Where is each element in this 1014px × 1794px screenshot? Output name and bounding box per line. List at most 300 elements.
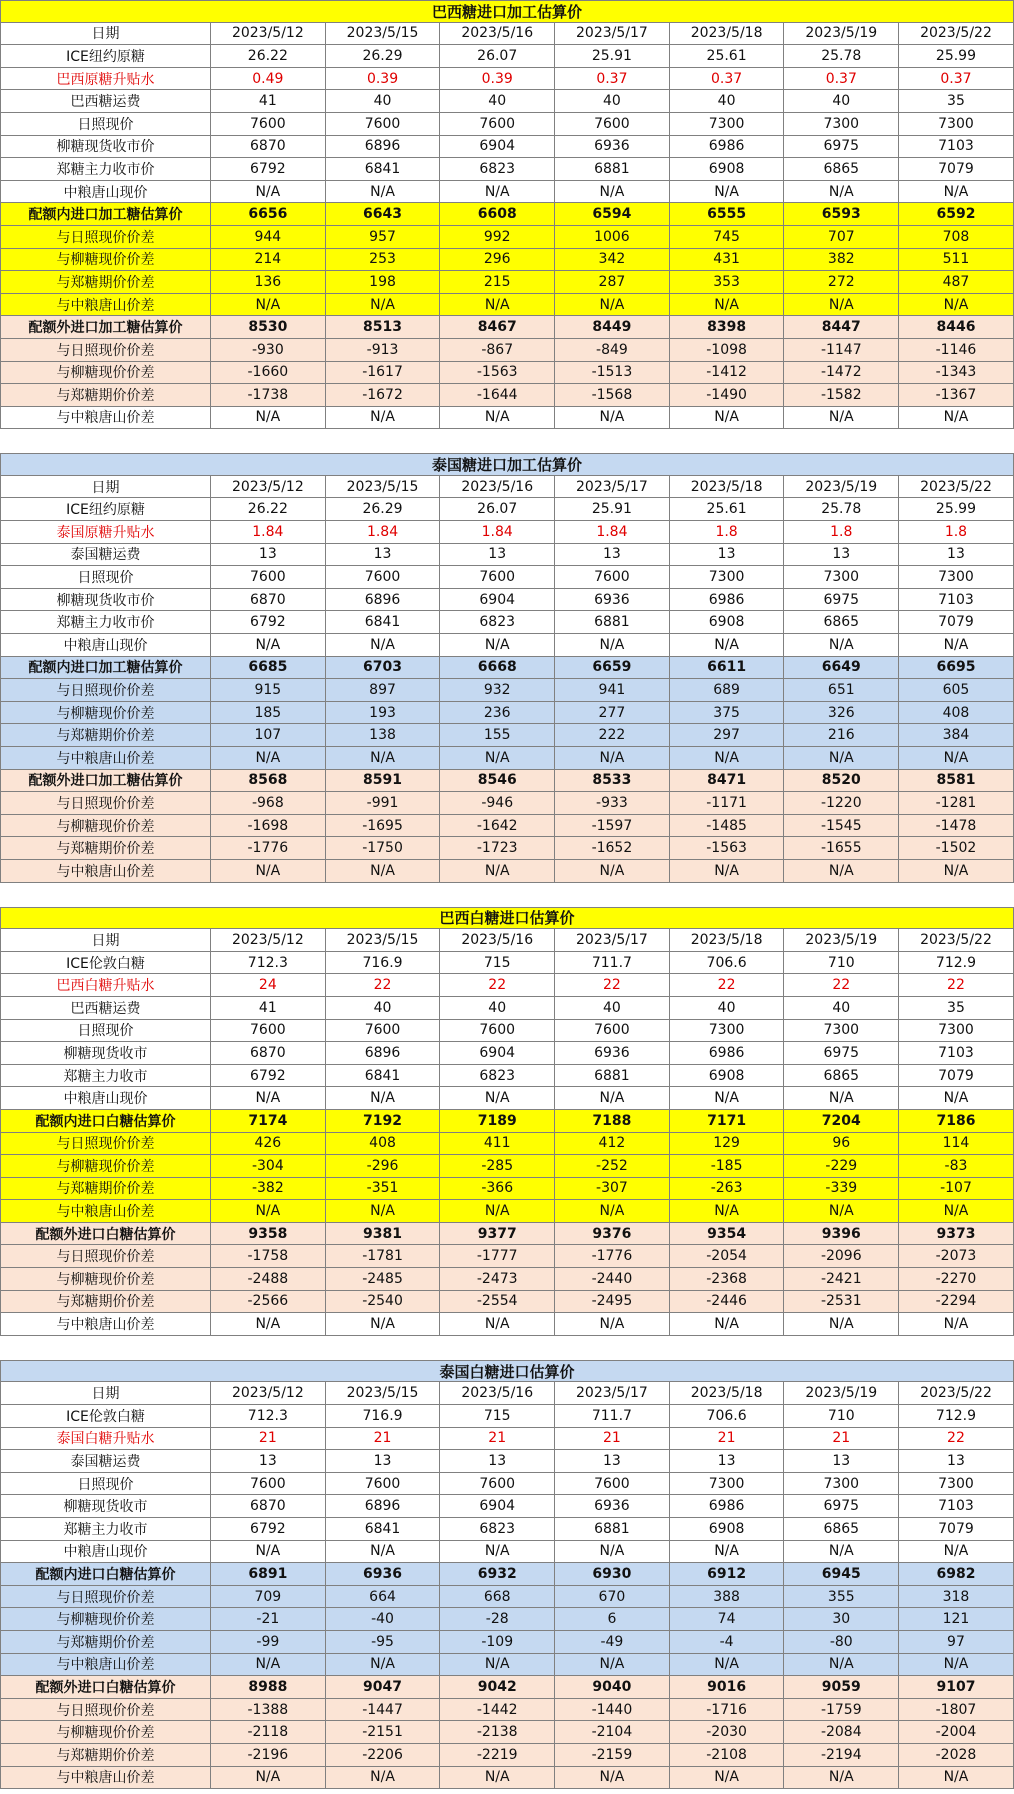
value-cell[interactable]: 7300: [784, 113, 899, 135]
value-cell[interactable]: -1485: [670, 815, 785, 837]
row-label-cell[interactable]: 与郑糖期价价差: [0, 837, 211, 859]
date-header-cell[interactable]: 2023/5/18: [670, 1382, 785, 1404]
value-cell[interactable]: 6611: [670, 657, 785, 679]
value-cell[interactable]: -107: [899, 1178, 1014, 1200]
value-cell[interactable]: 915: [211, 679, 326, 701]
value-cell[interactable]: -2540: [326, 1291, 441, 1313]
value-cell[interactable]: 40: [670, 90, 785, 112]
value-cell[interactable]: -339: [784, 1178, 899, 1200]
value-cell[interactable]: -2104: [555, 1721, 670, 1743]
value-cell[interactable]: 6792: [211, 158, 326, 180]
value-cell[interactable]: 487: [899, 271, 1014, 293]
date-header-cell[interactable]: 2023/5/16: [440, 476, 555, 498]
value-cell[interactable]: -1490: [670, 384, 785, 406]
row-label-cell[interactable]: 与郑糖期价价差: [0, 1744, 211, 1766]
value-cell[interactable]: -99: [211, 1631, 326, 1653]
value-cell[interactable]: 408: [326, 1133, 441, 1155]
value-cell[interactable]: N/A: [440, 634, 555, 656]
value-cell[interactable]: N/A: [326, 1200, 441, 1222]
value-cell[interactable]: 7600: [326, 113, 441, 135]
value-cell[interactable]: N/A: [211, 1087, 326, 1109]
value-cell[interactable]: -1698: [211, 815, 326, 837]
value-cell[interactable]: 7300: [670, 1473, 785, 1495]
value-cell[interactable]: N/A: [670, 1767, 785, 1789]
row-label-cell[interactable]: 郑糖主力收市价: [0, 611, 211, 633]
value-cell[interactable]: N/A: [899, 860, 1014, 882]
value-cell[interactable]: 605: [899, 679, 1014, 701]
date-header-cell[interactable]: 2023/5/22: [899, 476, 1014, 498]
value-cell[interactable]: 6792: [211, 1518, 326, 1540]
value-cell[interactable]: N/A: [555, 747, 670, 769]
row-label-cell[interactable]: 巴西原糖升贴水: [0, 68, 211, 90]
row-label-cell[interactable]: 配额外进口白糖估算价: [0, 1223, 211, 1245]
value-cell[interactable]: 716.9: [326, 1405, 441, 1427]
value-cell[interactable]: 710: [784, 1405, 899, 1427]
value-cell[interactable]: N/A: [670, 1313, 785, 1335]
value-cell[interactable]: -1644: [440, 384, 555, 406]
date-header-cell[interactable]: 2023/5/12: [211, 23, 326, 45]
row-label-cell[interactable]: 柳糖现货收市价: [0, 136, 211, 158]
value-cell[interactable]: 7600: [440, 1020, 555, 1042]
value-cell[interactable]: 6792: [211, 1065, 326, 1087]
value-cell[interactable]: 353: [670, 271, 785, 293]
row-label-cell[interactable]: 与日照现价价差: [0, 1133, 211, 1155]
value-cell[interactable]: -2554: [440, 1291, 555, 1313]
value-cell[interactable]: 22: [440, 974, 555, 996]
value-cell[interactable]: 8449: [555, 316, 670, 338]
value-cell[interactable]: 712.9: [899, 952, 1014, 974]
value-cell[interactable]: 0.37: [555, 68, 670, 90]
row-label-cell[interactable]: 日期: [0, 23, 211, 45]
value-cell[interactable]: 712.3: [211, 952, 326, 974]
value-cell[interactable]: 22: [899, 1428, 1014, 1450]
value-cell[interactable]: N/A: [899, 1200, 1014, 1222]
value-cell[interactable]: 6594: [555, 203, 670, 225]
value-cell[interactable]: 198: [326, 271, 441, 293]
value-cell[interactable]: 664: [326, 1586, 441, 1608]
value-cell[interactable]: 7600: [555, 1473, 670, 1495]
row-label-cell[interactable]: 巴西糖运费: [0, 997, 211, 1019]
row-label-cell[interactable]: 柳糖现货收市: [0, 1042, 211, 1064]
date-header-cell[interactable]: 2023/5/15: [326, 1382, 441, 1404]
value-cell[interactable]: 426: [211, 1133, 326, 1155]
value-cell[interactable]: 6945: [784, 1563, 899, 1585]
value-cell[interactable]: N/A: [670, 407, 785, 429]
value-cell[interactable]: -946: [440, 792, 555, 814]
value-cell[interactable]: 7600: [555, 1020, 670, 1042]
value-cell[interactable]: 1.84: [440, 521, 555, 543]
value-cell[interactable]: 41: [211, 90, 326, 112]
value-cell[interactable]: -2159: [555, 1744, 670, 1766]
value-cell[interactable]: -1563: [440, 362, 555, 384]
value-cell[interactable]: 7192: [326, 1110, 441, 1132]
value-cell[interactable]: -1758: [211, 1245, 326, 1267]
value-cell[interactable]: -2096: [784, 1245, 899, 1267]
value-cell[interactable]: 7186: [899, 1110, 1014, 1132]
value-cell[interactable]: -1568: [555, 384, 670, 406]
value-cell[interactable]: -1716: [670, 1699, 785, 1721]
value-cell[interactable]: -1642: [440, 815, 555, 837]
date-header-cell[interactable]: 2023/5/19: [784, 1382, 899, 1404]
value-cell[interactable]: N/A: [555, 1200, 670, 1222]
value-cell[interactable]: 26.29: [326, 498, 441, 520]
value-cell[interactable]: 216: [784, 724, 899, 746]
value-cell[interactable]: 6936: [555, 136, 670, 158]
value-cell[interactable]: 7600: [326, 1020, 441, 1042]
value-cell[interactable]: N/A: [670, 1200, 785, 1222]
value-cell[interactable]: N/A: [899, 1654, 1014, 1676]
date-header-cell[interactable]: 2023/5/15: [326, 23, 441, 45]
row-label-cell[interactable]: 郑糖主力收市: [0, 1518, 211, 1540]
value-cell[interactable]: -2566: [211, 1291, 326, 1313]
value-cell[interactable]: 6841: [326, 1518, 441, 1540]
value-cell[interactable]: -21: [211, 1608, 326, 1630]
value-cell[interactable]: 22: [555, 974, 670, 996]
value-cell[interactable]: -2138: [440, 1721, 555, 1743]
value-cell[interactable]: N/A: [326, 181, 441, 203]
value-cell[interactable]: -2485: [326, 1268, 441, 1290]
value-cell[interactable]: 13: [670, 1450, 785, 1472]
value-cell[interactable]: 1.84: [211, 521, 326, 543]
value-cell[interactable]: -2270: [899, 1268, 1014, 1290]
value-cell[interactable]: 13: [326, 544, 441, 566]
date-header-cell[interactable]: 2023/5/22: [899, 1382, 1014, 1404]
value-cell[interactable]: 706.6: [670, 952, 785, 974]
date-header-cell[interactable]: 2023/5/15: [326, 476, 441, 498]
value-cell[interactable]: N/A: [899, 1087, 1014, 1109]
value-cell[interactable]: -1695: [326, 815, 441, 837]
value-cell[interactable]: N/A: [555, 1087, 670, 1109]
value-cell[interactable]: N/A: [899, 634, 1014, 656]
value-cell[interactable]: 13: [555, 544, 670, 566]
row-label-cell[interactable]: 与日照现价价差: [0, 1699, 211, 1721]
value-cell[interactable]: -4: [670, 1631, 785, 1653]
value-cell[interactable]: 6823: [440, 158, 555, 180]
value-cell[interactable]: 9373: [899, 1223, 1014, 1245]
value-cell[interactable]: 716.9: [326, 952, 441, 974]
value-cell[interactable]: -1723: [440, 837, 555, 859]
value-cell[interactable]: 8467: [440, 316, 555, 338]
value-cell[interactable]: 668: [440, 1586, 555, 1608]
value-cell[interactable]: N/A: [784, 860, 899, 882]
value-cell[interactable]: 6908: [670, 1065, 785, 1087]
value-cell[interactable]: 185: [211, 702, 326, 724]
value-cell[interactable]: 318: [899, 1586, 1014, 1608]
value-cell[interactable]: 13: [899, 544, 1014, 566]
value-cell[interactable]: N/A: [555, 1767, 670, 1789]
value-cell[interactable]: 6841: [326, 1065, 441, 1087]
value-cell[interactable]: -2030: [670, 1721, 785, 1743]
value-cell[interactable]: 0.39: [326, 68, 441, 90]
value-cell[interactable]: 6823: [440, 1518, 555, 1540]
value-cell[interactable]: 40: [326, 90, 441, 112]
date-header-cell[interactable]: 2023/5/16: [440, 1382, 555, 1404]
value-cell[interactable]: -185: [670, 1155, 785, 1177]
value-cell[interactable]: 8530: [211, 316, 326, 338]
value-cell[interactable]: 121: [899, 1608, 1014, 1630]
value-cell[interactable]: 7300: [899, 1473, 1014, 1495]
date-header-cell[interactable]: 2023/5/17: [555, 476, 670, 498]
value-cell[interactable]: 6904: [440, 1042, 555, 1064]
value-cell[interactable]: -933: [555, 792, 670, 814]
value-cell[interactable]: 7300: [784, 566, 899, 588]
value-cell[interactable]: 706.6: [670, 1405, 785, 1427]
value-cell[interactable]: 7600: [440, 1473, 555, 1495]
value-cell[interactable]: 25.61: [670, 45, 785, 67]
value-cell[interactable]: 1.8: [670, 521, 785, 543]
value-cell[interactable]: 6936: [555, 1042, 670, 1064]
row-label-cell[interactable]: 与郑糖期价价差: [0, 271, 211, 293]
value-cell[interactable]: 272: [784, 271, 899, 293]
value-cell[interactable]: 7103: [899, 589, 1014, 611]
value-cell[interactable]: N/A: [326, 634, 441, 656]
value-cell[interactable]: 6668: [440, 657, 555, 679]
value-cell[interactable]: 712.3: [211, 1405, 326, 1427]
value-cell[interactable]: 6659: [555, 657, 670, 679]
value-cell[interactable]: 30: [784, 1608, 899, 1630]
value-cell[interactable]: -2446: [670, 1291, 785, 1313]
value-cell[interactable]: 708: [899, 226, 1014, 248]
value-cell[interactable]: 296: [440, 249, 555, 271]
value-cell[interactable]: -2294: [899, 1291, 1014, 1313]
value-cell[interactable]: 9040: [555, 1676, 670, 1698]
value-cell[interactable]: 375: [670, 702, 785, 724]
value-cell[interactable]: 9047: [326, 1676, 441, 1698]
value-cell[interactable]: 6555: [670, 203, 785, 225]
value-cell[interactable]: N/A: [440, 1654, 555, 1676]
value-cell[interactable]: 6881: [555, 1518, 670, 1540]
value-cell[interactable]: 236: [440, 702, 555, 724]
value-cell[interactable]: 35: [899, 997, 1014, 1019]
value-cell[interactable]: N/A: [211, 634, 326, 656]
value-cell[interactable]: N/A: [899, 181, 1014, 203]
value-cell[interactable]: 97: [899, 1631, 1014, 1653]
value-cell[interactable]: 6975: [784, 1495, 899, 1517]
value-cell[interactable]: -1343: [899, 362, 1014, 384]
row-label-cell[interactable]: ICE伦敦白糖: [0, 952, 211, 974]
value-cell[interactable]: 7079: [899, 1065, 1014, 1087]
value-cell[interactable]: N/A: [211, 407, 326, 429]
value-cell[interactable]: 40: [326, 997, 441, 1019]
date-header-cell[interactable]: 2023/5/12: [211, 1382, 326, 1404]
value-cell[interactable]: N/A: [899, 407, 1014, 429]
value-cell[interactable]: 25.99: [899, 45, 1014, 67]
value-cell[interactable]: N/A: [326, 1541, 441, 1563]
value-cell[interactable]: 6649: [784, 657, 899, 679]
value-cell[interactable]: 9377: [440, 1223, 555, 1245]
value-cell[interactable]: N/A: [211, 294, 326, 316]
value-cell[interactable]: N/A: [555, 1541, 670, 1563]
value-cell[interactable]: N/A: [211, 1654, 326, 1676]
value-cell[interactable]: 7204: [784, 1110, 899, 1132]
value-cell[interactable]: 0.39: [440, 68, 555, 90]
row-label-cell[interactable]: 中粮唐山现价: [0, 634, 211, 656]
value-cell[interactable]: -913: [326, 339, 441, 361]
value-cell[interactable]: 326: [784, 702, 899, 724]
row-label-cell[interactable]: 日照现价: [0, 1020, 211, 1042]
row-label-cell[interactable]: 中粮唐山现价: [0, 1087, 211, 1109]
date-header-cell[interactable]: 2023/5/12: [211, 929, 326, 951]
value-cell[interactable]: -2421: [784, 1268, 899, 1290]
value-cell[interactable]: 6936: [326, 1563, 441, 1585]
value-cell[interactable]: 13: [326, 1450, 441, 1472]
value-cell[interactable]: 7600: [326, 1473, 441, 1495]
value-cell[interactable]: 21: [440, 1428, 555, 1450]
value-cell[interactable]: N/A: [211, 860, 326, 882]
value-cell[interactable]: 7300: [784, 1020, 899, 1042]
value-cell[interactable]: 25.61: [670, 498, 785, 520]
value-cell[interactable]: 40: [440, 997, 555, 1019]
value-cell[interactable]: -263: [670, 1178, 785, 1200]
value-cell[interactable]: 253: [326, 249, 441, 271]
value-cell[interactable]: 13: [555, 1450, 670, 1472]
value-cell[interactable]: N/A: [784, 747, 899, 769]
value-cell[interactable]: N/A: [670, 1541, 785, 1563]
row-label-cell[interactable]: ICE伦敦白糖: [0, 1405, 211, 1427]
value-cell[interactable]: -1759: [784, 1699, 899, 1721]
value-cell[interactable]: N/A: [440, 181, 555, 203]
value-cell[interactable]: -2531: [784, 1291, 899, 1313]
row-label-cell[interactable]: 与柳糖现价价差: [0, 1721, 211, 1743]
value-cell[interactable]: 6881: [555, 1065, 670, 1087]
value-cell[interactable]: N/A: [211, 181, 326, 203]
value-cell[interactable]: -1807: [899, 1699, 1014, 1721]
value-cell[interactable]: 138: [326, 724, 441, 746]
value-cell[interactable]: 388: [670, 1586, 785, 1608]
value-cell[interactable]: N/A: [670, 1654, 785, 1676]
value-cell[interactable]: N/A: [440, 1541, 555, 1563]
value-cell[interactable]: 7171: [670, 1110, 785, 1132]
value-cell[interactable]: -28: [440, 1608, 555, 1630]
value-cell[interactable]: -1513: [555, 362, 670, 384]
value-cell[interactable]: N/A: [555, 294, 670, 316]
value-cell[interactable]: -1220: [784, 792, 899, 814]
value-cell[interactable]: 342: [555, 249, 670, 271]
value-cell[interactable]: 214: [211, 249, 326, 271]
value-cell[interactable]: -2368: [670, 1268, 785, 1290]
value-cell[interactable]: 7300: [899, 1020, 1014, 1042]
value-cell[interactable]: 136: [211, 271, 326, 293]
value-cell[interactable]: -1442: [440, 1699, 555, 1721]
value-cell[interactable]: N/A: [440, 1200, 555, 1222]
value-cell[interactable]: -968: [211, 792, 326, 814]
value-cell[interactable]: 25.78: [784, 45, 899, 67]
row-label-cell[interactable]: 与柳糖现价价差: [0, 249, 211, 271]
value-cell[interactable]: 957: [326, 226, 441, 248]
value-cell[interactable]: -49: [555, 1631, 670, 1653]
value-cell[interactable]: 6695: [899, 657, 1014, 679]
value-cell[interactable]: N/A: [670, 1087, 785, 1109]
value-cell[interactable]: -2495: [555, 1291, 670, 1313]
value-cell[interactable]: 941: [555, 679, 670, 701]
value-cell[interactable]: N/A: [555, 634, 670, 656]
value-cell[interactable]: -1502: [899, 837, 1014, 859]
value-cell[interactable]: 8446: [899, 316, 1014, 338]
value-cell[interactable]: 7600: [555, 113, 670, 135]
value-cell[interactable]: N/A: [670, 860, 785, 882]
date-header-cell[interactable]: 2023/5/17: [555, 929, 670, 951]
value-cell[interactable]: N/A: [440, 860, 555, 882]
value-cell[interactable]: 6643: [326, 203, 441, 225]
value-cell[interactable]: 6896: [326, 589, 441, 611]
value-cell[interactable]: 6865: [784, 158, 899, 180]
value-cell[interactable]: N/A: [555, 1654, 670, 1676]
row-label-cell[interactable]: 配额外进口加工糖估算价: [0, 316, 211, 338]
row-label-cell[interactable]: 巴西白糖升贴水: [0, 974, 211, 996]
value-cell[interactable]: N/A: [555, 407, 670, 429]
value-cell[interactable]: 13: [211, 1450, 326, 1472]
value-cell[interactable]: N/A: [784, 1541, 899, 1563]
value-cell[interactable]: 944: [211, 226, 326, 248]
value-cell[interactable]: 193: [326, 702, 441, 724]
value-cell[interactable]: N/A: [784, 1313, 899, 1335]
row-label-cell[interactable]: 日期: [0, 476, 211, 498]
value-cell[interactable]: 0.37: [784, 68, 899, 90]
row-label-cell[interactable]: 泰国原糖升贴水: [0, 521, 211, 543]
value-cell[interactable]: 6904: [440, 1495, 555, 1517]
value-cell[interactable]: 6823: [440, 1065, 555, 1087]
value-cell[interactable]: -1147: [784, 339, 899, 361]
date-header-cell[interactable]: 2023/5/19: [784, 23, 899, 45]
value-cell[interactable]: N/A: [784, 1767, 899, 1789]
row-label-cell[interactable]: 与郑糖期价价差: [0, 384, 211, 406]
value-cell[interactable]: -2054: [670, 1245, 785, 1267]
value-cell[interactable]: 297: [670, 724, 785, 746]
value-cell[interactable]: -1777: [440, 1245, 555, 1267]
value-cell[interactable]: 412: [555, 1133, 670, 1155]
value-cell[interactable]: 6881: [555, 158, 670, 180]
value-cell[interactable]: 411: [440, 1133, 555, 1155]
value-cell[interactable]: 7600: [211, 1473, 326, 1495]
row-label-cell[interactable]: 配额外进口加工糖估算价: [0, 770, 211, 792]
value-cell[interactable]: 25.91: [555, 45, 670, 67]
value-cell[interactable]: 897: [326, 679, 441, 701]
value-cell[interactable]: 74: [670, 1608, 785, 1630]
value-cell[interactable]: 41: [211, 997, 326, 1019]
value-cell[interactable]: -2084: [784, 1721, 899, 1743]
row-label-cell[interactable]: 与柳糖现价价差: [0, 1155, 211, 1177]
value-cell[interactable]: 6896: [326, 1042, 441, 1064]
row-label-cell[interactable]: 泰国白糖升贴水: [0, 1428, 211, 1450]
value-cell[interactable]: -296: [326, 1155, 441, 1177]
value-cell[interactable]: 7600: [211, 113, 326, 135]
value-cell[interactable]: N/A: [440, 1313, 555, 1335]
value-cell[interactable]: 215: [440, 271, 555, 293]
value-cell[interactable]: N/A: [326, 407, 441, 429]
value-cell[interactable]: 22: [784, 974, 899, 996]
value-cell[interactable]: -83: [899, 1155, 1014, 1177]
value-cell[interactable]: -2473: [440, 1268, 555, 1290]
value-cell[interactable]: 7300: [899, 566, 1014, 588]
value-cell[interactable]: 6608: [440, 203, 555, 225]
value-cell[interactable]: 287: [555, 271, 670, 293]
value-cell[interactable]: N/A: [211, 1313, 326, 1335]
value-cell[interactable]: 6865: [784, 1065, 899, 1087]
value-cell[interactable]: -2440: [555, 1268, 670, 1290]
value-cell[interactable]: N/A: [670, 181, 785, 203]
value-cell[interactable]: 6870: [211, 1042, 326, 1064]
value-cell[interactable]: 670: [555, 1586, 670, 1608]
value-cell[interactable]: 0.37: [899, 68, 1014, 90]
value-cell[interactable]: -366: [440, 1178, 555, 1200]
value-cell[interactable]: 26.07: [440, 498, 555, 520]
row-label-cell[interactable]: 与中粮唐山价差: [0, 860, 211, 882]
value-cell[interactable]: 9107: [899, 1676, 1014, 1698]
value-cell[interactable]: 6: [555, 1608, 670, 1630]
value-cell[interactable]: 6936: [555, 1495, 670, 1517]
value-cell[interactable]: N/A: [784, 294, 899, 316]
value-cell[interactable]: -1776: [211, 837, 326, 859]
